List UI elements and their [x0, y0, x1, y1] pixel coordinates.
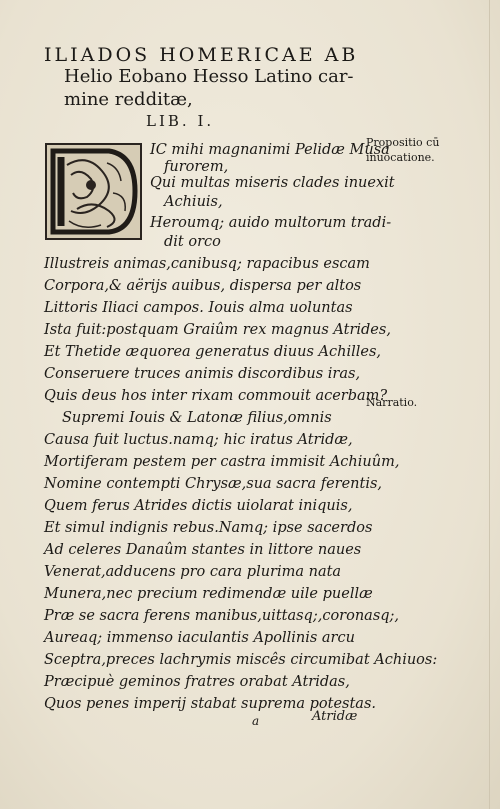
text-line-16: Mortiferam pestem per castra immisit Achiuûm,	[44, 454, 400, 470]
text-line-23: Præ se sacra ferens manibus,uittasq;,coronasq;,	[44, 608, 400, 624]
svg-text:D: D	[47, 145, 48, 146]
text-line-6: dit orco	[164, 234, 221, 250]
text-line-26: Præcipuè geminos fratres orabat Atridas,	[44, 674, 350, 690]
text-line-14: Supremi Iouis & Latonæ filius,omnis	[62, 410, 332, 426]
title-line-1: ILIADOS HOMERICAE AB	[44, 44, 359, 66]
text-line-17: Nomine contempti Chrysæ,sua sacra ferentis,	[44, 476, 383, 492]
woodcut-initial-icon	[47, 145, 140, 238]
text-line-20: Ad celeres Danaûm stantes in littore naues	[44, 542, 362, 558]
page-edge	[489, 0, 490, 809]
text-line-7: Illustreis animas,canibusq; rapacibus escam	[44, 256, 370, 272]
title-line-2: Helio Eobano Hesso Latino car-	[64, 66, 354, 87]
text-line-13: Quis deus hos inter rixam commouit acerbam?	[44, 388, 388, 404]
text-line-8: Corpora,& aërijs auibus, dispersa per altos	[44, 278, 362, 294]
text-line-12: Conseruere truces animis discordibus iras,	[44, 366, 361, 382]
text-line-18: Quem ferus Atrides dictis uiolarat iniquis,	[44, 498, 353, 514]
text-line-21: Venerat,adducens pro cara plurima nata	[44, 564, 342, 580]
decorated-initial	[45, 143, 142, 240]
text-line-2: furorem,	[164, 159, 229, 175]
margin-note-propositio-2: inuocatione.	[366, 151, 435, 164]
text-line-3: Qui multas miseris clades inuexit	[150, 175, 395, 191]
text-line-10: Ista fuit:postquam Graiûm rex magnus Atrides,	[44, 322, 391, 338]
text-line-1: IC mihi magnanimi Pelidæ Musa	[150, 142, 390, 158]
text-line-24: Aureaq; immenso iaculantis Apollinis arcu	[44, 630, 355, 646]
title-line-3: mine redditæ,	[64, 89, 193, 110]
text-line-4: Achiuis,	[164, 194, 223, 210]
margin-note-propositio-1: Propositio cū	[366, 136, 440, 149]
book-number: LIB. I.	[146, 112, 215, 130]
margin-note-narratio: Narratio.	[366, 396, 418, 409]
text-line-5: Heroumq; auido multorum tradi-	[150, 215, 392, 231]
signature-mark: a	[252, 714, 260, 728]
text-line-27: Quos penes imperij stabat suprema potestas.	[44, 696, 376, 712]
text-line-22: Munera,nec precium redimendæ uile puellæ	[44, 586, 373, 602]
text-line-19: Et simul indignis rebus.Namq; ipse sacerdos	[44, 520, 373, 536]
text-line-11: Et Thetide æquorea generatus diuus Achilles,	[44, 344, 381, 360]
text-line-15: Causa fuit luctus.namq; hic iratus Atridæ,	[44, 432, 353, 448]
text-line-25: Sceptra,preces lachrymis miscês circumibat Achiuos:	[44, 652, 438, 668]
catchword: Atridæ	[312, 709, 358, 724]
text-line-9: Littoris Iliaci campos. Iouis alma uoluntas	[44, 300, 353, 316]
